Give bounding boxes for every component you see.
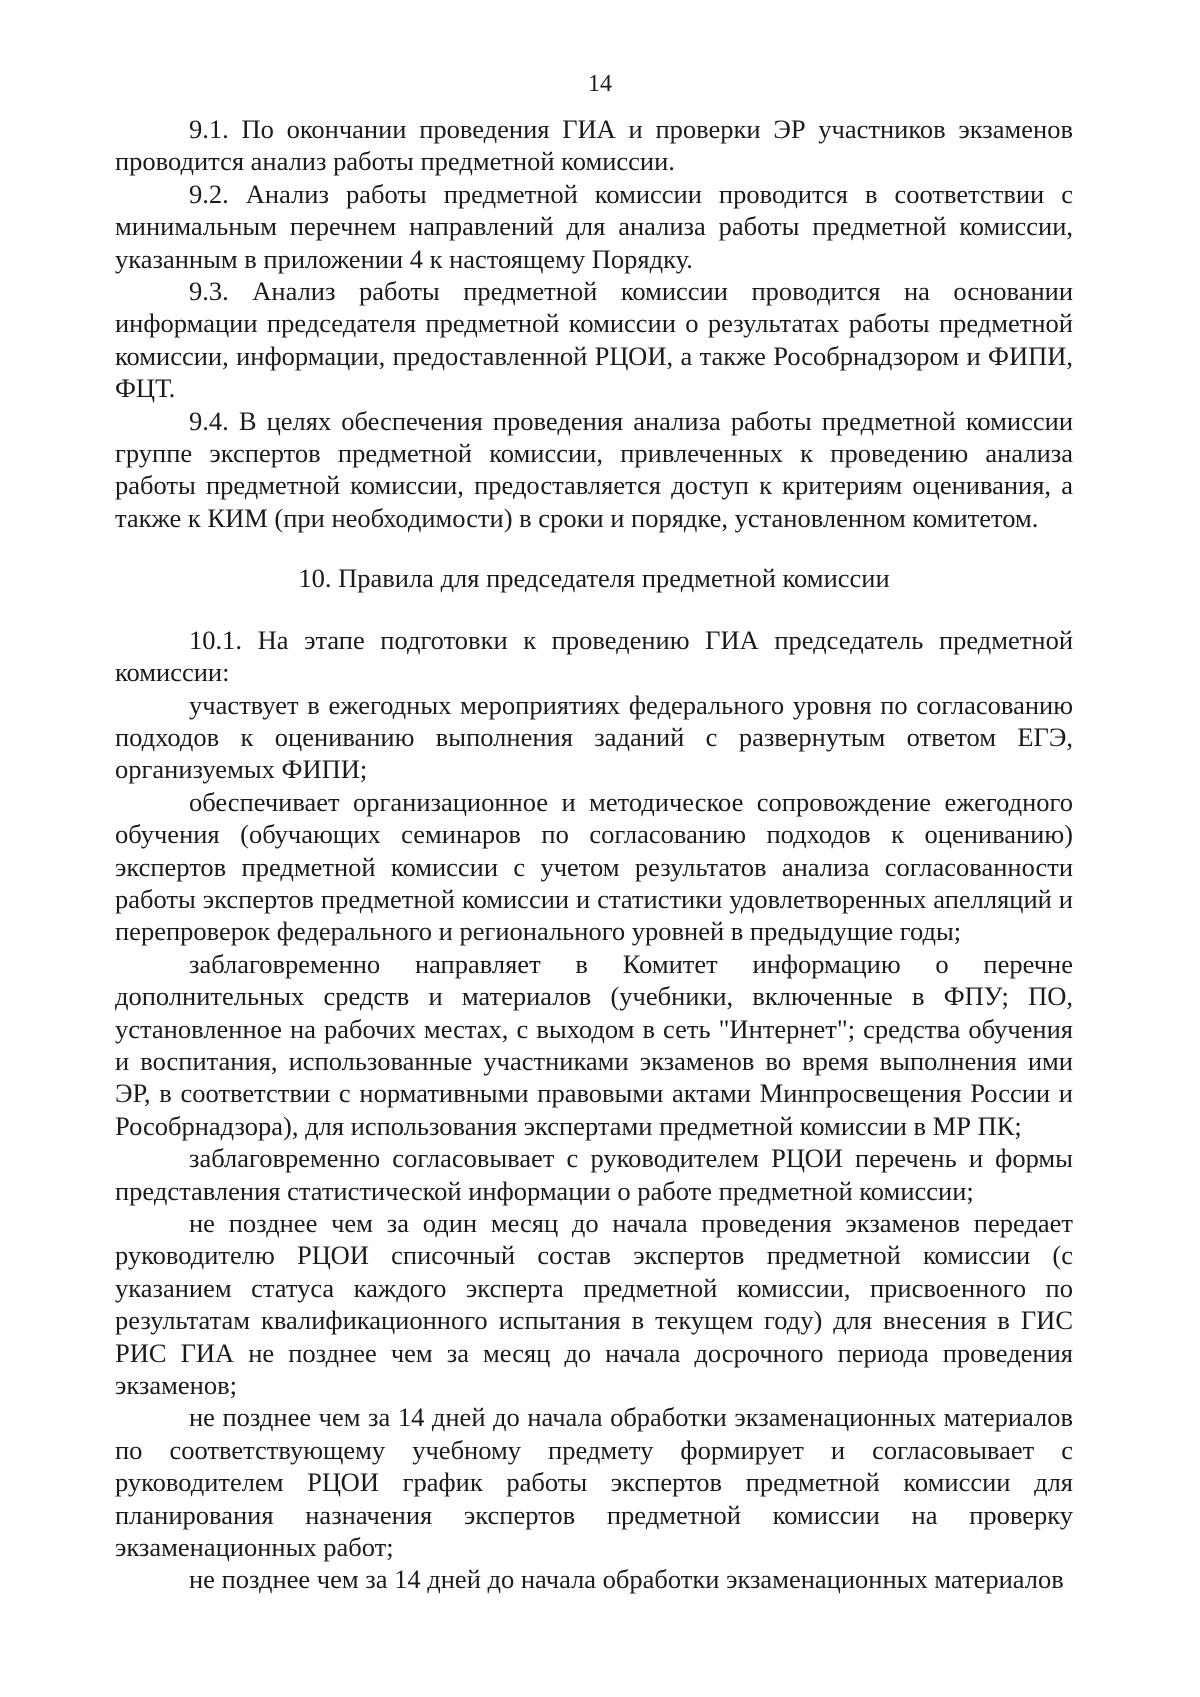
section-10-heading: 10. Правила для председателя предметной комиссии bbox=[298, 563, 890, 594]
paragraph-10-1-item-1: участвует в ежегодных мероприятиях федерального уровня по согласованию подходов к оцениванию выполнения заданий с развернутым ответом ЕГЭ, организуемых ФИПИ; bbox=[115, 689, 1073, 785]
paragraph-10-1: 10.1. На этапе подготовки к проведению ГИА председатель предметной комиссии: bbox=[115, 624, 1073, 688]
paragraph-10-1-item-4: заблаговременно согласовывает с руководителем РЦОИ перечень и формы представления статистической информации о работе предметной комиссии; bbox=[115, 1143, 1073, 1206]
paragraph-10-1-item-3: заблаговременно направляет в Комитет информацию о перечне дополнительных средств и материалов (учебники, включенные в ФПУ; ПО, установленное на рабочих местах, с выходом в сеть "Интернет"; средства обучения и воспитания, использованные участниками экзаменов во время выполнения ими ЭР, в соответствии с нормативными правовыми актами Минпросвещения России и Рособрнадзора), для использования экспертами предметной комиссии в МР ПК; bbox=[115, 948, 1073, 1141]
paragraph-9-3: 9.3. Анализ работы предметной комиссии проводится на основании информации председателя предметной комиссии о результатах работы предметной комиссии, информации, предоставленной РЦОИ, а также Рособрнадзором и ФИПИ, ФЦТ. bbox=[115, 276, 1073, 404]
paragraph-9-2: 9.2. Анализ работы предметной комиссии проводится в соответствии с минимальным перечнем направлений для анализа работы предметной комиссии, указанным в приложении 4 к настоящему Порядку. bbox=[115, 178, 1073, 274]
paragraph-10-1-item-5: не позднее чем за один месяц до начала проведения экзаменов передает руководителю РЦОИ списочный состав экспертов предметной комиссии (с указанием статуса каждого эксперта предметной комиссии, присвоенного по результатам квалификационного испытания в текущем году) для внесения в ГИС РИС ГИА не позднее чем за месяц до начала досрочного периода проведения экзаменов; bbox=[115, 1208, 1073, 1401]
paragraph-10-1-item-2: обеспечивает организационное и методическое сопровождение ежегодного обучения (обучающих семинаров по согласованию подходов к оцениванию) экспертов предметной комиссии с учетом результатов анализа согласованности работы экспертов предметной комиссии и статистики удовлетворенных апелляций и перепроверок федерального и регионального уровней в предыдущие годы; bbox=[115, 786, 1073, 947]
paragraph-10-1-item-6: не позднее чем за 14 дней до начала обработки экзаменационных материалов по соответствующему учебному предмету формирует и согласовывает с руководителем РЦОИ график работы экспертов предметной комиссии для планирования назначения экспертов предметной комиссии на проверку экзаменационных работ; bbox=[115, 1402, 1073, 1563]
document-body bbox=[115, 113, 1073, 1596]
paragraph-10-1-item-7: не позднее чем за 14 дней до начала обработки экзаменационных материалов bbox=[189, 1564, 1064, 1595]
paragraph-9-1: 9.1. По окончании проведения ГИА и проверки ЭР участников экзаменов проводится анализ работы предметной комиссии. bbox=[115, 114, 1073, 177]
paragraph-9-4: 9.4. В целях обеспечения проведения анализа работы предметной комиссии группе экспертов предметной комиссии, привлеченных к проведению анализа работы предметной комиссии, предоставляется доступ к критериям оценивания, а также к КИМ (при необходимости) в сроки и порядке, установленном комитетом. bbox=[115, 405, 1073, 533]
page-number: 14 bbox=[588, 71, 612, 97]
